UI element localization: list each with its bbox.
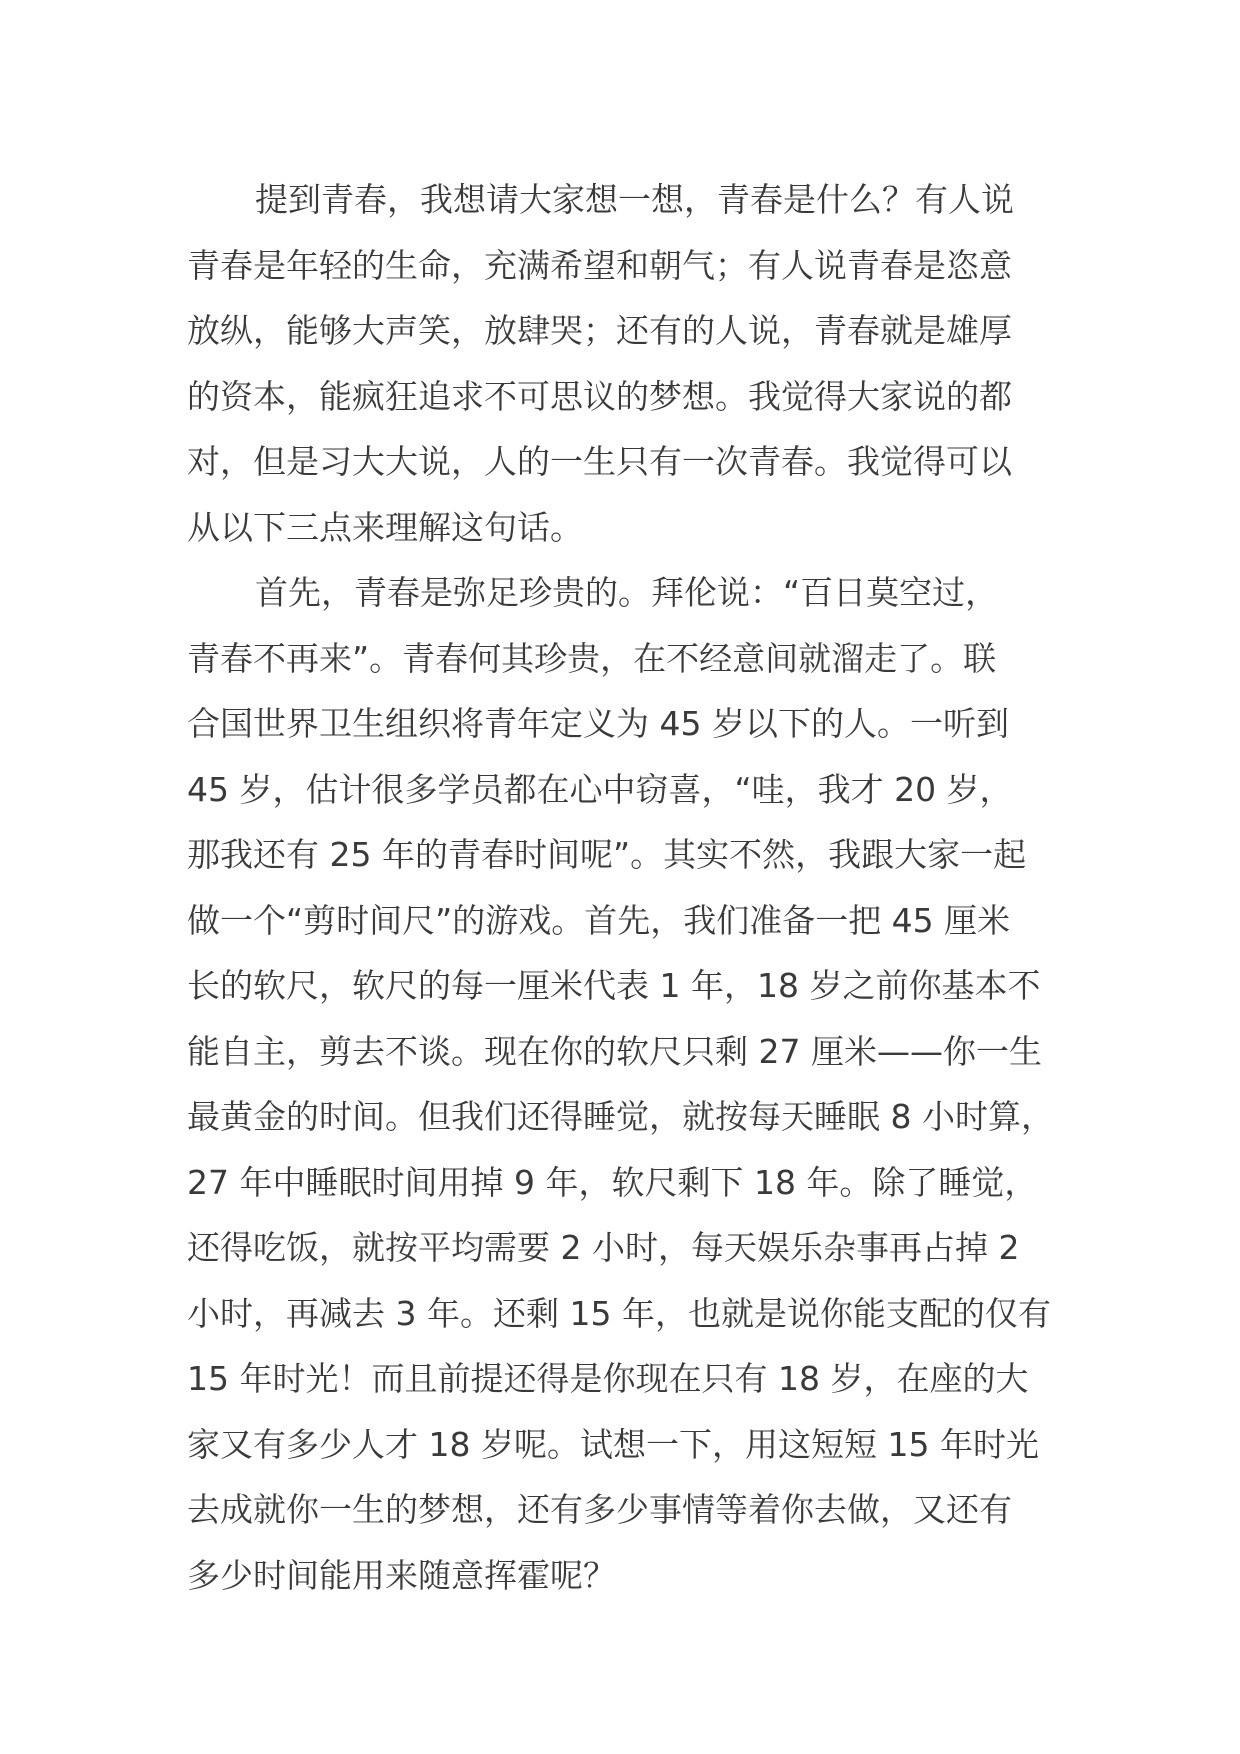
paragraph-line: 对，但是习大大说，人的一生只有一次青春。我觉得可以 bbox=[187, 442, 1012, 481]
paragraph-line: 长的软尺，软尺的每一厘米代表 1 年，18 岁之前你基本不 bbox=[187, 966, 1041, 1005]
paragraph-line: 27 年中睡眠时间用掉 9 年，软尺剩下 18 年。除了睡觉， bbox=[187, 1162, 1038, 1202]
paragraph-line: 青春是年轻的生命，充满希望和朝气；有人说青春是恣意 bbox=[187, 245, 1012, 285]
paragraph-line: 15 年时光！而且前提还得是你现在只有 18 岁，在座的大 bbox=[187, 1359, 1029, 1398]
paragraph-1 bbox=[187, 167, 1067, 560]
paragraph-line: 45 岁，估计很多学员都在心中窃喜，“哇，我才 20 岁， bbox=[187, 769, 1013, 809]
paragraph-line: 提到青春，我想请大家想一想，青春是什么？有人说 bbox=[255, 180, 1014, 219]
paragraph-line: 青春不再来”。青春何其珍贵，在不经意间就溜走了。联 bbox=[187, 638, 997, 678]
paragraph-line: 能自主，剪去不谈。现在你的软尺只剩 27 厘米——你一生 bbox=[187, 1031, 1042, 1071]
paragraph-2 bbox=[187, 560, 1067, 1608]
paragraph-line: 小时，再减去 3 年。还剩 15 年，也就是说你能支配的仅有 bbox=[187, 1293, 1051, 1333]
paragraph-line: 合国世界卫生组织将青年定义为 45 岁以下的人。一听到 bbox=[187, 704, 1009, 743]
paragraph-line: 去成就你一生的梦想，还有多少事情等着你去做，又还有 bbox=[187, 1490, 1012, 1529]
paragraph-line: 做一个“剪时间尺”的游戏。首先，我们准备一把 45 厘米 bbox=[187, 900, 1011, 940]
paragraph-line: 的资本，能疯狂追求不可思议的梦想。我觉得大家说的都 bbox=[187, 376, 1012, 416]
paragraph-line: 首先，青春是弥足珍贵的。拜伦说：“百日莫空过， bbox=[255, 573, 999, 612]
paragraph-line: 放纵，能够大声笑，放肆哭；还有的人说，青春就是雄厚 bbox=[187, 311, 1012, 350]
paragraph-line: 多少时间能用来随意挥霍呢？ bbox=[187, 1555, 616, 1595]
paragraph-line: 从以下三点来理解这句话。 bbox=[187, 507, 583, 547]
paragraph-line: 还得吃饭，就按平均需要 2 小时，每天娱乐杂事再占掉 2 bbox=[187, 1228, 1020, 1267]
paragraph-line: 那我还有 25 年的青春时间呢”。其实不然，我跟大家一起 bbox=[187, 835, 1027, 874]
paragraph-line: 家又有多少人才 18 岁呢。试想一下，用这短短 15 年时光 bbox=[187, 1424, 1039, 1464]
paragraph-line: 最黄金的时间。但我们还得睡觉，就按每天睡眠 8 小时算， bbox=[187, 1097, 1054, 1136]
document-body bbox=[187, 167, 1067, 1608]
